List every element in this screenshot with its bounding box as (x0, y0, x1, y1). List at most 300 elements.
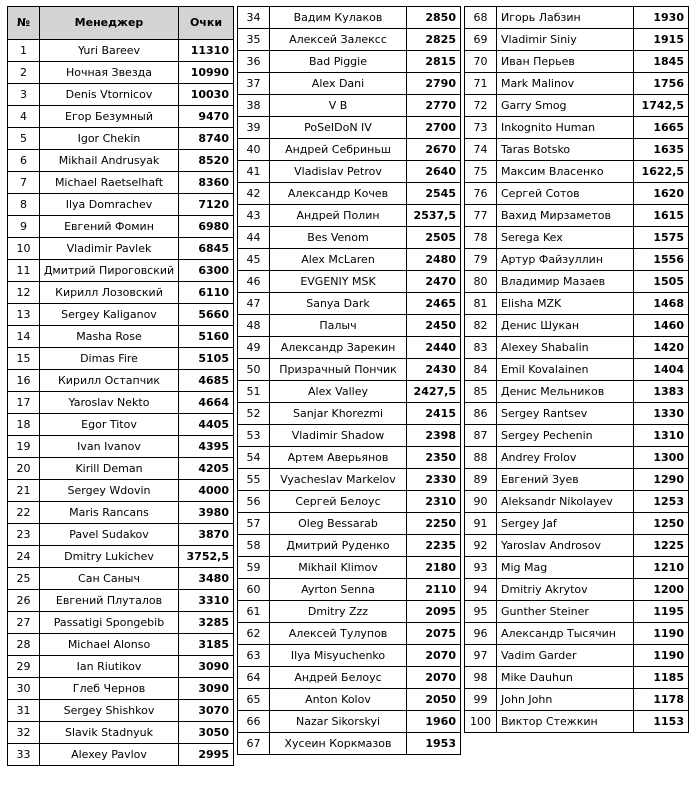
rank-cell: 53 (238, 425, 270, 447)
points-cell: 3752,5 (179, 546, 234, 568)
ranking-table-3 (464, 6, 689, 733)
manager-name-cell: Sergey Kaliganov (40, 304, 179, 326)
rank-cell: 4 (8, 106, 40, 128)
points-cell: 1460 (634, 315, 689, 337)
points-cell: 1930 (634, 7, 689, 29)
points-cell: 8360 (179, 172, 234, 194)
manager-name-cell: Pavel Sudakov (40, 524, 179, 546)
rank-cell: 88 (465, 447, 497, 469)
table-row (8, 744, 234, 766)
rank-cell: 77 (465, 205, 497, 227)
points-cell: 3310 (179, 590, 234, 612)
points-cell: 1742,5 (634, 95, 689, 117)
points-cell: 3090 (179, 678, 234, 700)
table-row (8, 590, 234, 612)
manager-name-cell: Ian Riutikov (40, 656, 179, 678)
rank-cell: 86 (465, 403, 497, 425)
rank-cell: 9 (8, 216, 40, 238)
points-cell: 4685 (179, 370, 234, 392)
rank-cell: 34 (238, 7, 270, 29)
manager-name-cell: Ночная Звезда (40, 62, 179, 84)
table-row (8, 722, 234, 744)
points-cell: 6110 (179, 282, 234, 304)
points-cell: 1190 (634, 623, 689, 645)
rank-cell: 19 (8, 436, 40, 458)
table-row (238, 29, 461, 51)
points-cell: 8520 (179, 150, 234, 172)
points-cell: 4664 (179, 392, 234, 414)
points-cell: 2235 (407, 535, 461, 557)
rank-cell: 10 (8, 238, 40, 260)
rank-cell: 61 (238, 601, 270, 623)
points-cell: 1756 (634, 73, 689, 95)
points-cell: 2470 (407, 271, 461, 293)
rank-cell: 97 (465, 645, 497, 667)
points-cell: 5160 (179, 326, 234, 348)
rank-cell: 43 (238, 205, 270, 227)
manager-name-cell: Хусеин Коркмазов (270, 733, 407, 755)
points-cell: 2075 (407, 623, 461, 645)
table-row (238, 139, 461, 161)
points-cell: 6300 (179, 260, 234, 282)
points-cell: 3090 (179, 656, 234, 678)
table-row (8, 656, 234, 678)
points-cell: 1210 (634, 557, 689, 579)
rank-cell: 57 (238, 513, 270, 535)
manager-name-cell: Андрей Полин (270, 205, 407, 227)
table-row (8, 106, 234, 128)
points-cell: 2700 (407, 117, 461, 139)
points-cell: 1468 (634, 293, 689, 315)
rank-cell: 17 (8, 392, 40, 414)
points-cell: 2330 (407, 469, 461, 491)
manager-name-cell: John John (497, 689, 634, 711)
manager-name-cell: Sergey Shishkov (40, 700, 179, 722)
rank-cell: 80 (465, 271, 497, 293)
table-row (465, 359, 689, 381)
rank-cell: 22 (8, 502, 40, 524)
table-row (465, 227, 689, 249)
rank-cell: 85 (465, 381, 497, 403)
table-row (238, 293, 461, 315)
table-row (465, 689, 689, 711)
points-cell: 1330 (634, 403, 689, 425)
points-cell: 2110 (407, 579, 461, 601)
table-row (465, 557, 689, 579)
table-row (238, 579, 461, 601)
table-row (465, 601, 689, 623)
table-row (8, 568, 234, 590)
rank-cell: 42 (238, 183, 270, 205)
table-row (238, 205, 461, 227)
points-cell: 3050 (179, 722, 234, 744)
table-row (465, 469, 689, 491)
points-cell: 4205 (179, 458, 234, 480)
points-cell: 2825 (407, 29, 461, 51)
manager-name-cell: Ilya Misyuchenko (270, 645, 407, 667)
manager-name-cell: Mikhail Andrusyak (40, 150, 179, 172)
points-cell: 2070 (407, 645, 461, 667)
points-cell: 2790 (407, 73, 461, 95)
rank-cell: 32 (8, 722, 40, 744)
table-header-row (8, 7, 234, 40)
table-row (465, 51, 689, 73)
rank-cell: 52 (238, 403, 270, 425)
points-cell: 1665 (634, 117, 689, 139)
manager-name-cell: EVGENIY MSK (270, 271, 407, 293)
points-cell: 3285 (179, 612, 234, 634)
table-row (465, 7, 689, 29)
points-cell: 2450 (407, 315, 461, 337)
manager-name-cell: Bad Piggie (270, 51, 407, 73)
rank-cell: 65 (238, 689, 270, 711)
rank-cell: 79 (465, 249, 497, 271)
rank-cell: 73 (465, 117, 497, 139)
table-row (238, 711, 461, 733)
rank-cell: 76 (465, 183, 497, 205)
table-row (8, 700, 234, 722)
points-cell: 10990 (179, 62, 234, 84)
table-row (465, 183, 689, 205)
manager-name-cell: Alex McLaren (270, 249, 407, 271)
table-row (238, 667, 461, 689)
manager-name-cell: Slavik Stadnyuk (40, 722, 179, 744)
table-row (8, 238, 234, 260)
table-row (465, 667, 689, 689)
points-cell: 2440 (407, 337, 461, 359)
manager-name-cell: Mikhail Klimov (270, 557, 407, 579)
points-cell: 1615 (634, 205, 689, 227)
rank-cell: 14 (8, 326, 40, 348)
points-cell: 2640 (407, 161, 461, 183)
manager-name-cell: Евгений Фомин (40, 216, 179, 238)
rank-cell: 67 (238, 733, 270, 755)
table-row (465, 425, 689, 447)
manager-name-cell: Вадим Кулаков (270, 7, 407, 29)
points-cell: 2070 (407, 667, 461, 689)
points-cell: 1178 (634, 689, 689, 711)
manager-name-cell: Сергей Белоус (270, 491, 407, 513)
manager-name-cell: Masha Rose (40, 326, 179, 348)
rank-cell: 30 (8, 678, 40, 700)
table-row (465, 645, 689, 667)
table-row (465, 139, 689, 161)
manager-name-cell: Сан Саныч (40, 568, 179, 590)
manager-name-cell: Кирилл Остапчик (40, 370, 179, 392)
table-row (8, 150, 234, 172)
points-cell: 1225 (634, 535, 689, 557)
table-row (465, 95, 689, 117)
rank-cell: 12 (8, 282, 40, 304)
rank-cell: 26 (8, 590, 40, 612)
rank-cell: 25 (8, 568, 40, 590)
rank-cell: 29 (8, 656, 40, 678)
rank-cell: 81 (465, 293, 497, 315)
table-row (8, 458, 234, 480)
table-row (465, 623, 689, 645)
manager-name-cell: Денис Мельников (497, 381, 634, 403)
table-row (238, 315, 461, 337)
manager-name-cell: Aleksandr Nikolayev (497, 491, 634, 513)
table-row (238, 535, 461, 557)
table-row (8, 216, 234, 238)
points-cell: 2250 (407, 513, 461, 535)
points-cell: 1505 (634, 271, 689, 293)
manager-name-cell: Алексей Залексс (270, 29, 407, 51)
manager-name-cell: Ilya Domrachev (40, 194, 179, 216)
rank-cell: 35 (238, 29, 270, 51)
points-cell: 1253 (634, 491, 689, 513)
manager-name-cell: Александр Зарекин (270, 337, 407, 359)
rank-cell: 15 (8, 348, 40, 370)
table-row (8, 480, 234, 502)
points-cell: 5105 (179, 348, 234, 370)
table-row (238, 491, 461, 513)
table-row (465, 403, 689, 425)
rank-cell: 13 (8, 304, 40, 326)
manager-name-cell: Sergey Jaf (497, 513, 634, 535)
manager-name-cell: Александр Кочев (270, 183, 407, 205)
table-row (238, 51, 461, 73)
points-cell: 1250 (634, 513, 689, 535)
points-cell: 1915 (634, 29, 689, 51)
points-cell: 1200 (634, 579, 689, 601)
points-cell: 9470 (179, 106, 234, 128)
manager-name-cell: Denis Vtornicov (40, 84, 179, 106)
points-cell: 2050 (407, 689, 461, 711)
manager-name-cell: Igor Chekin (40, 128, 179, 150)
rank-cell: 46 (238, 271, 270, 293)
rank-cell: 45 (238, 249, 270, 271)
rank-cell: 2 (8, 62, 40, 84)
manager-name-cell: Vladimir Shadow (270, 425, 407, 447)
manager-name-cell: Алексей Тулупов (270, 623, 407, 645)
points-cell: 2815 (407, 51, 461, 73)
manager-name-cell: Виктор Стежкин (497, 711, 634, 733)
rank-cell: 63 (238, 645, 270, 667)
manager-name-cell: Taras Botsko (497, 139, 634, 161)
manager-name-cell: Yaroslav Nekto (40, 392, 179, 414)
table-row (238, 271, 461, 293)
rank-cell: 44 (238, 227, 270, 249)
manager-name-cell: Anton Kolov (270, 689, 407, 711)
table-row (8, 84, 234, 106)
rank-cell: 59 (238, 557, 270, 579)
table-row (465, 205, 689, 227)
points-cell: 10030 (179, 84, 234, 106)
rank-cell: 62 (238, 623, 270, 645)
table-row (465, 161, 689, 183)
manager-name-cell: Dmitry Lukichev (40, 546, 179, 568)
points-cell: 1310 (634, 425, 689, 447)
points-cell: 5660 (179, 304, 234, 326)
points-cell: 4405 (179, 414, 234, 436)
header-points: Очки (179, 7, 234, 40)
table-row (8, 172, 234, 194)
table-row (238, 601, 461, 623)
points-cell: 2670 (407, 139, 461, 161)
rank-cell: 54 (238, 447, 270, 469)
manager-name-cell: Ayrton Senna (270, 579, 407, 601)
rank-cell: 68 (465, 7, 497, 29)
points-cell: 2850 (407, 7, 461, 29)
manager-name-cell: Garry Smog (497, 95, 634, 117)
points-cell: 4000 (179, 480, 234, 502)
points-cell: 3980 (179, 502, 234, 524)
points-cell: 1404 (634, 359, 689, 381)
manager-name-cell: Vyacheslav Markelov (270, 469, 407, 491)
table-row (238, 381, 461, 403)
points-cell: 2505 (407, 227, 461, 249)
table-row (465, 271, 689, 293)
table-row (465, 117, 689, 139)
manager-name-cell: Sergey Rantsev (497, 403, 634, 425)
rank-cell: 100 (465, 711, 497, 733)
table-row (238, 447, 461, 469)
rank-cell: 98 (465, 667, 497, 689)
rank-cell: 8 (8, 194, 40, 216)
manager-name-cell: Kirill Deman (40, 458, 179, 480)
points-cell: 11310 (179, 40, 234, 62)
table-row (465, 711, 689, 733)
manager-name-cell: Андрей Себриньш (270, 139, 407, 161)
rank-cell: 70 (465, 51, 497, 73)
table-row (8, 414, 234, 436)
table-row (8, 326, 234, 348)
manager-name-cell: PoSeIDoN IV (270, 117, 407, 139)
table-row (238, 513, 461, 535)
table-row (238, 403, 461, 425)
manager-name-cell: Dimas Fire (40, 348, 179, 370)
table-row (238, 557, 461, 579)
manager-name-cell: Александр Тысячин (497, 623, 634, 645)
points-cell: 1300 (634, 447, 689, 469)
ranking-table-1 (7, 6, 234, 766)
rank-cell: 39 (238, 117, 270, 139)
manager-name-cell: Артур Файзуллин (497, 249, 634, 271)
points-cell: 2480 (407, 249, 461, 271)
table-row (238, 425, 461, 447)
table-row (8, 524, 234, 546)
table-row (238, 645, 461, 667)
table-row (465, 513, 689, 535)
manager-name-cell: Dmitry Zzz (270, 601, 407, 623)
rank-cell: 89 (465, 469, 497, 491)
table-row (8, 194, 234, 216)
manager-name-cell: V B (270, 95, 407, 117)
manager-name-cell: Палыч (270, 315, 407, 337)
rank-cell: 69 (465, 29, 497, 51)
rank-cell: 72 (465, 95, 497, 117)
points-cell: 1635 (634, 139, 689, 161)
manager-name-cell: Alex Valley (270, 381, 407, 403)
manager-name-cell: Dmitriy Akrytov (497, 579, 634, 601)
points-cell: 2350 (407, 447, 461, 469)
points-cell: 1185 (634, 667, 689, 689)
table-row (238, 183, 461, 205)
manager-name-cell: Mike Dauhun (497, 667, 634, 689)
table-row (8, 282, 234, 304)
table-row (8, 546, 234, 568)
manager-name-cell: Oleg Bessarab (270, 513, 407, 535)
points-cell: 2310 (407, 491, 461, 513)
table-row (465, 293, 689, 315)
points-cell: 2398 (407, 425, 461, 447)
rank-cell: 96 (465, 623, 497, 645)
table-row (238, 95, 461, 117)
points-cell: 8740 (179, 128, 234, 150)
table-row (8, 370, 234, 392)
rank-cell: 92 (465, 535, 497, 557)
rank-cell: 11 (8, 260, 40, 282)
manager-name-cell: Артем Аверьянов (270, 447, 407, 469)
table-row (8, 348, 234, 370)
rank-cell: 41 (238, 161, 270, 183)
points-cell: 3480 (179, 568, 234, 590)
rank-cell: 36 (238, 51, 270, 73)
manager-name-cell: Сергей Сотов (497, 183, 634, 205)
header-num: № (8, 7, 40, 40)
rank-cell: 38 (238, 95, 270, 117)
rank-cell: 51 (238, 381, 270, 403)
manager-name-cell: Игорь Лабзин (497, 7, 634, 29)
manager-name-cell: Владимир Мазаев (497, 271, 634, 293)
table-row (8, 436, 234, 458)
table-row (465, 337, 689, 359)
table-row (465, 73, 689, 95)
table-row (8, 634, 234, 656)
table-row (465, 29, 689, 51)
rank-cell: 20 (8, 458, 40, 480)
rank-cell: 18 (8, 414, 40, 436)
manager-name-cell: Кирилл Лозовский (40, 282, 179, 304)
points-cell: 4395 (179, 436, 234, 458)
rank-cell: 7 (8, 172, 40, 194)
rank-cell: 24 (8, 546, 40, 568)
points-cell: 1153 (634, 711, 689, 733)
table-row (238, 733, 461, 755)
manager-name-cell: Michael Raetselhaft (40, 172, 179, 194)
table-row (465, 535, 689, 557)
manager-name-cell: Евгений Зуев (497, 469, 634, 491)
points-cell: 1960 (407, 711, 461, 733)
manager-name-cell: Andrey Frolov (497, 447, 634, 469)
rank-cell: 87 (465, 425, 497, 447)
rank-cell: 90 (465, 491, 497, 513)
rank-cell: 91 (465, 513, 497, 535)
manager-name-cell: Vadim Garder (497, 645, 634, 667)
table-row (8, 62, 234, 84)
table-row (8, 392, 234, 414)
table-row (465, 315, 689, 337)
manager-name-cell: Maris Rancans (40, 502, 179, 524)
rank-cell: 64 (238, 667, 270, 689)
table-row (238, 117, 461, 139)
manager-name-cell: Sanjar Khorezmi (270, 403, 407, 425)
table-row (238, 73, 461, 95)
table-row (465, 579, 689, 601)
rank-cell: 78 (465, 227, 497, 249)
manager-name-cell: Emil Kovalainen (497, 359, 634, 381)
table-row (238, 689, 461, 711)
points-cell: 2545 (407, 183, 461, 205)
points-cell: 2537,5 (407, 205, 461, 227)
rank-cell: 33 (8, 744, 40, 766)
points-cell: 2430 (407, 359, 461, 381)
rank-cell: 83 (465, 337, 497, 359)
manager-name-cell: Sergey Pechenin (497, 425, 634, 447)
points-cell: 1383 (634, 381, 689, 403)
